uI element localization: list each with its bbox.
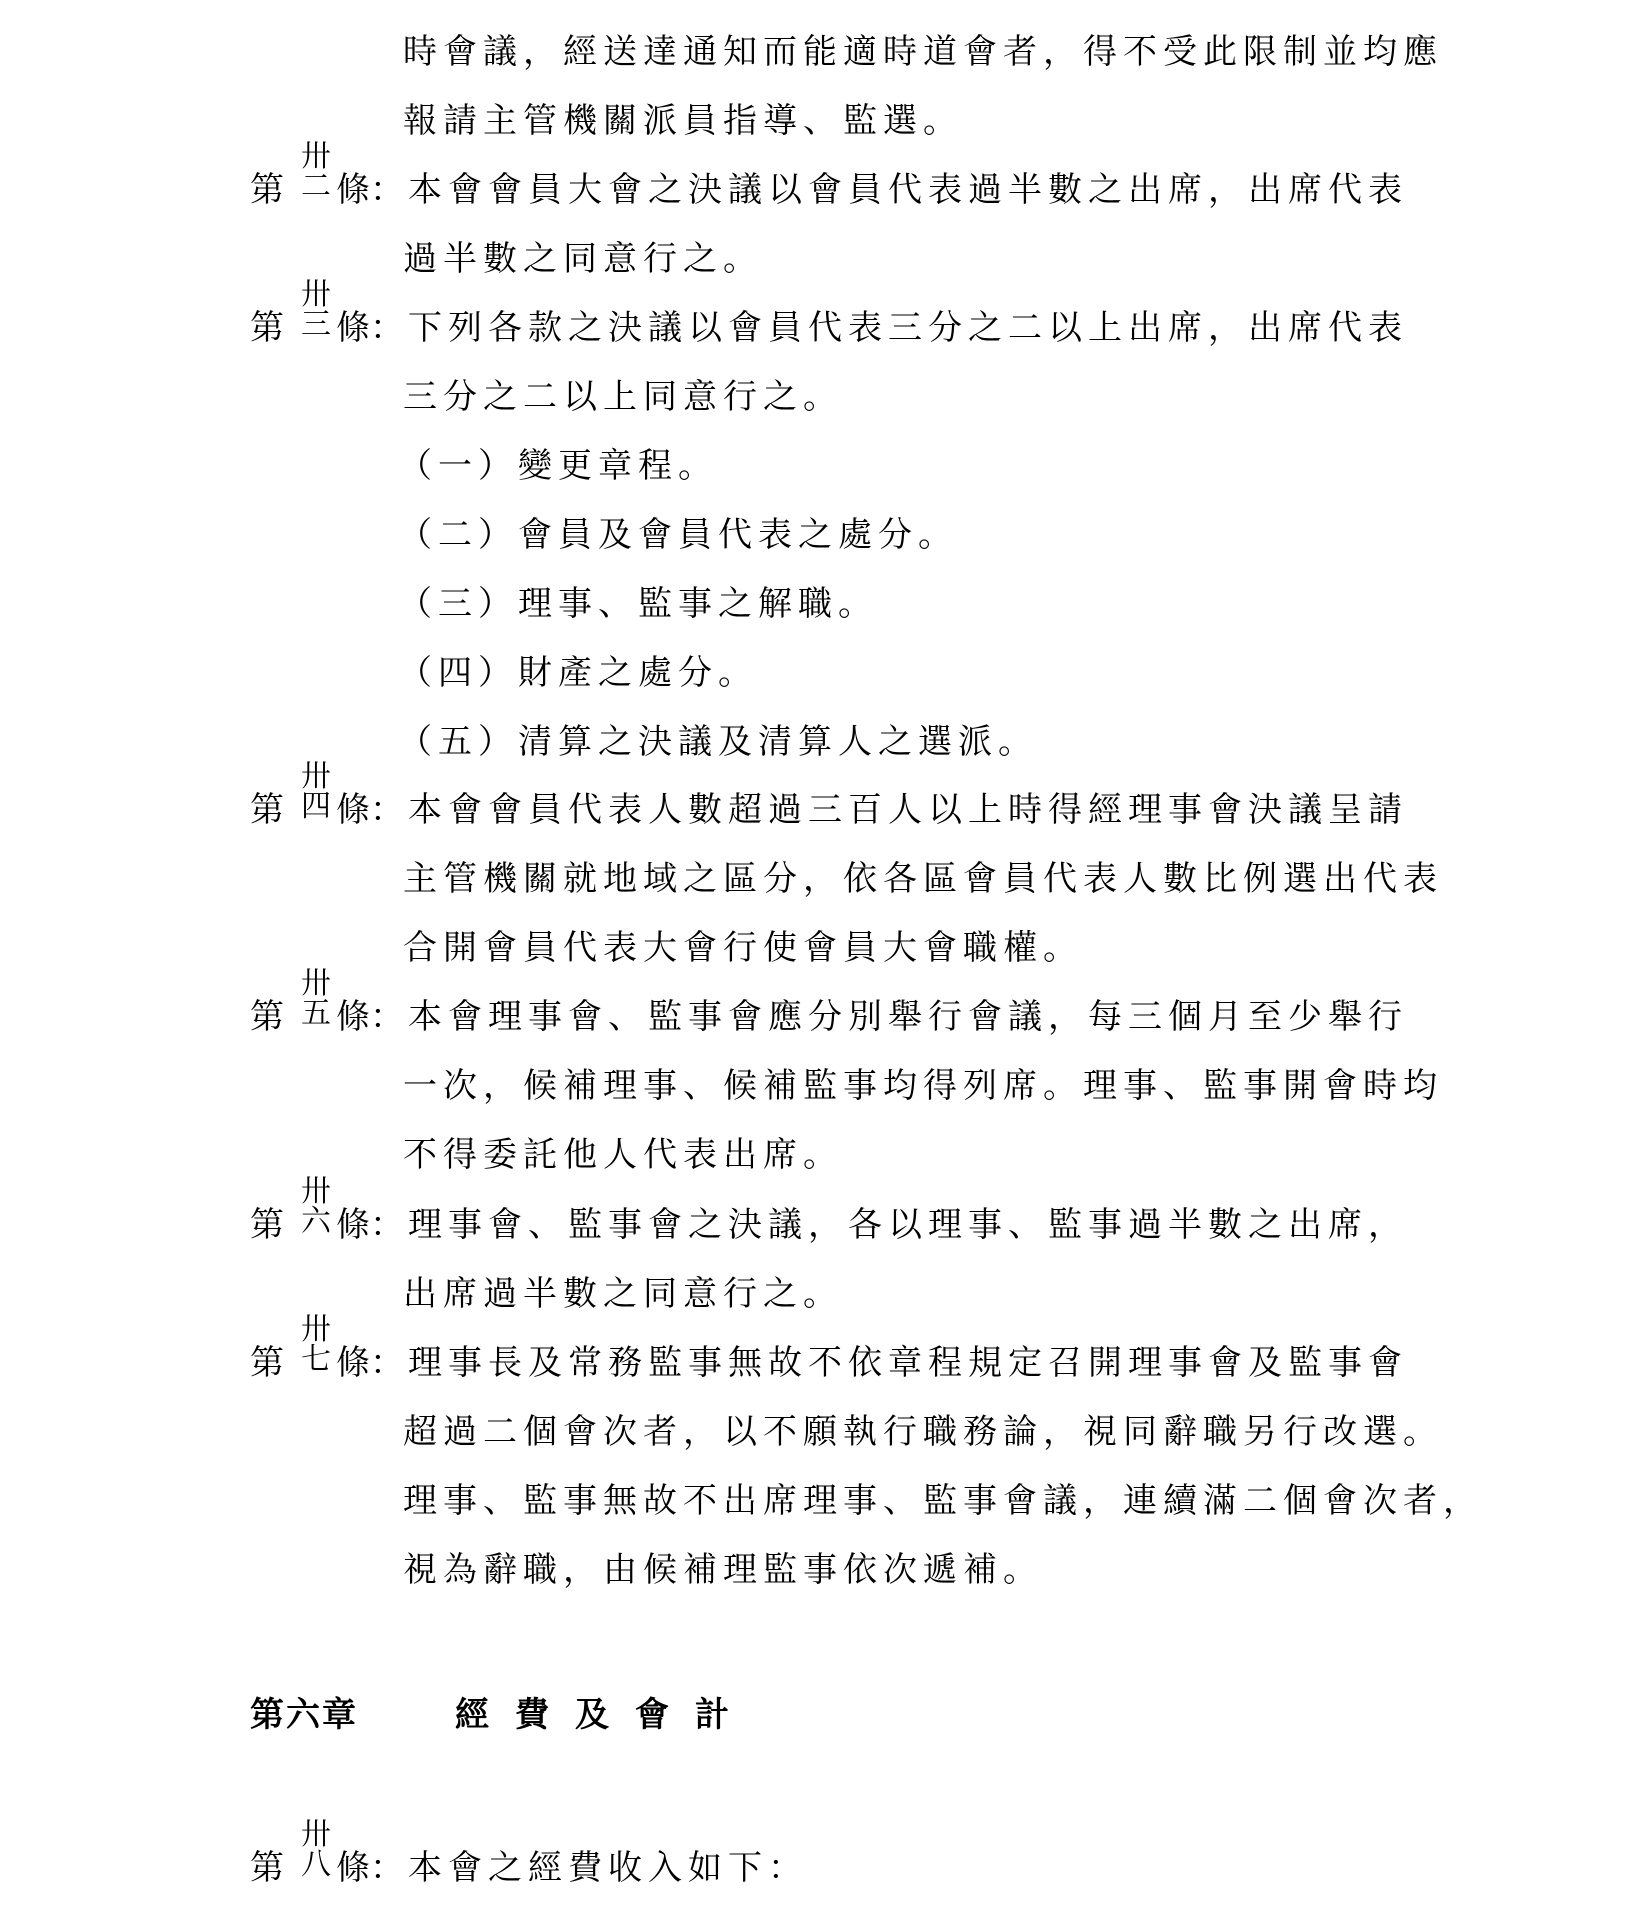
article-number-top: 卅 <box>301 759 331 794</box>
article-number-top: 卅 <box>301 277 331 312</box>
article-prefix: 第 <box>250 1848 284 1888</box>
article-number-top: 卅 <box>301 1174 331 1209</box>
article-number-bottom: 二 <box>301 169 331 204</box>
article-suffix: 條： <box>336 1205 404 1245</box>
text-line: 報請主管機關派員指導、監選。 <box>403 101 963 141</box>
article-text: 本會之經費收入如下： <box>408 1848 808 1888</box>
text-line: 時會議，經送達通知而能適時道會者，得不受此限制並均應 <box>403 32 1443 72</box>
text-line: 三分之二以上同意行之。 <box>403 377 843 417</box>
article-suffix: 條： <box>336 1848 404 1888</box>
article-suffix: 條： <box>336 790 404 830</box>
article-number <box>296 966 336 1031</box>
list-item: （一）變更章程。 <box>398 446 718 486</box>
article-prefix: 第 <box>250 997 284 1037</box>
article-text: 本會會員代表人數超過三百人以上時得經理事會決議呈請 <box>408 790 1408 830</box>
article-number <box>296 759 336 824</box>
article-number-top: 卅 <box>301 1817 331 1852</box>
article-text: 理事會、監事會之決議，各以理事、監事過半數之出席， <box>408 1205 1408 1245</box>
article-prefix: 第 <box>250 790 284 830</box>
article-suffix: 條： <box>336 308 404 348</box>
article-number-top: 卅 <box>301 1312 331 1347</box>
article-number-bottom: 五 <box>301 996 331 1031</box>
chapter-title: 經費及會計 <box>455 1695 755 1735</box>
article-text: 下列各款之決議以會員代表三分之二以上出席，出席代表 <box>408 308 1408 348</box>
article-number-bottom: 四 <box>301 789 331 824</box>
article-number-top: 卅 <box>301 966 331 1001</box>
article-text: 理事長及常務監事無故不依章程規定召開理事會及監事會 <box>408 1343 1408 1383</box>
article-number <box>296 139 336 204</box>
article-number-bottom: 八 <box>301 1847 331 1882</box>
article-prefix: 第 <box>250 170 284 210</box>
text-line: 超過二個會次者，以不願執行職務論，視同辭職另行改選。 <box>403 1412 1443 1452</box>
list-item: （四）財產之處分。 <box>398 653 758 693</box>
list-item: （二）會員及會員代表之處分。 <box>398 515 958 555</box>
article-number-bottom: 七 <box>301 1342 331 1377</box>
list-item: （五）清算之決議及清算人之選派。 <box>398 722 1038 762</box>
text-line: 不得委託他人代表出席。 <box>403 1135 843 1175</box>
text-line: 合開會員代表大會行使會員大會職權。 <box>403 928 1083 968</box>
text-line: 出席過半數之同意行之。 <box>403 1274 843 1314</box>
article-prefix: 第 <box>250 1205 284 1245</box>
text-line: 一次，候補理事、候補監事均得列席。理事、監事開會時均 <box>403 1066 1443 1106</box>
article-number <box>296 1312 336 1377</box>
text-line: 主管機關就地域之區分，依各區會員代表人數比例選出代表 <box>403 859 1443 899</box>
article-text: 本會會員大會之決議以會員代表過半數之出席，出席代表 <box>408 170 1408 210</box>
article-number <box>296 277 336 342</box>
article-number <box>296 1817 336 1882</box>
list-item: （三）理事、監事之解職。 <box>398 584 878 624</box>
article-suffix: 條： <box>336 1343 404 1383</box>
article-prefix: 第 <box>250 1343 284 1383</box>
article-suffix: 條： <box>336 170 404 210</box>
article-number-top: 卅 <box>301 139 331 174</box>
article-number-bottom: 六 <box>301 1204 331 1239</box>
text-line: 過半數之同意行之。 <box>403 239 763 279</box>
chapter-number: 第六章 <box>250 1695 358 1735</box>
article-text: 本會理事會、監事會應分別舉行會議，每三個月至少舉行 <box>408 997 1408 1037</box>
text-line: 視為辭職，由候補理監事依次遞補。 <box>403 1550 1043 1590</box>
article-number <box>296 1174 336 1239</box>
text-line: 理事、監事無故不出席理事、監事會議，連續滿二個會次者， <box>403 1481 1483 1521</box>
article-prefix: 第 <box>250 308 284 348</box>
article-suffix: 條： <box>336 997 404 1037</box>
article-number-bottom: 三 <box>301 307 331 342</box>
